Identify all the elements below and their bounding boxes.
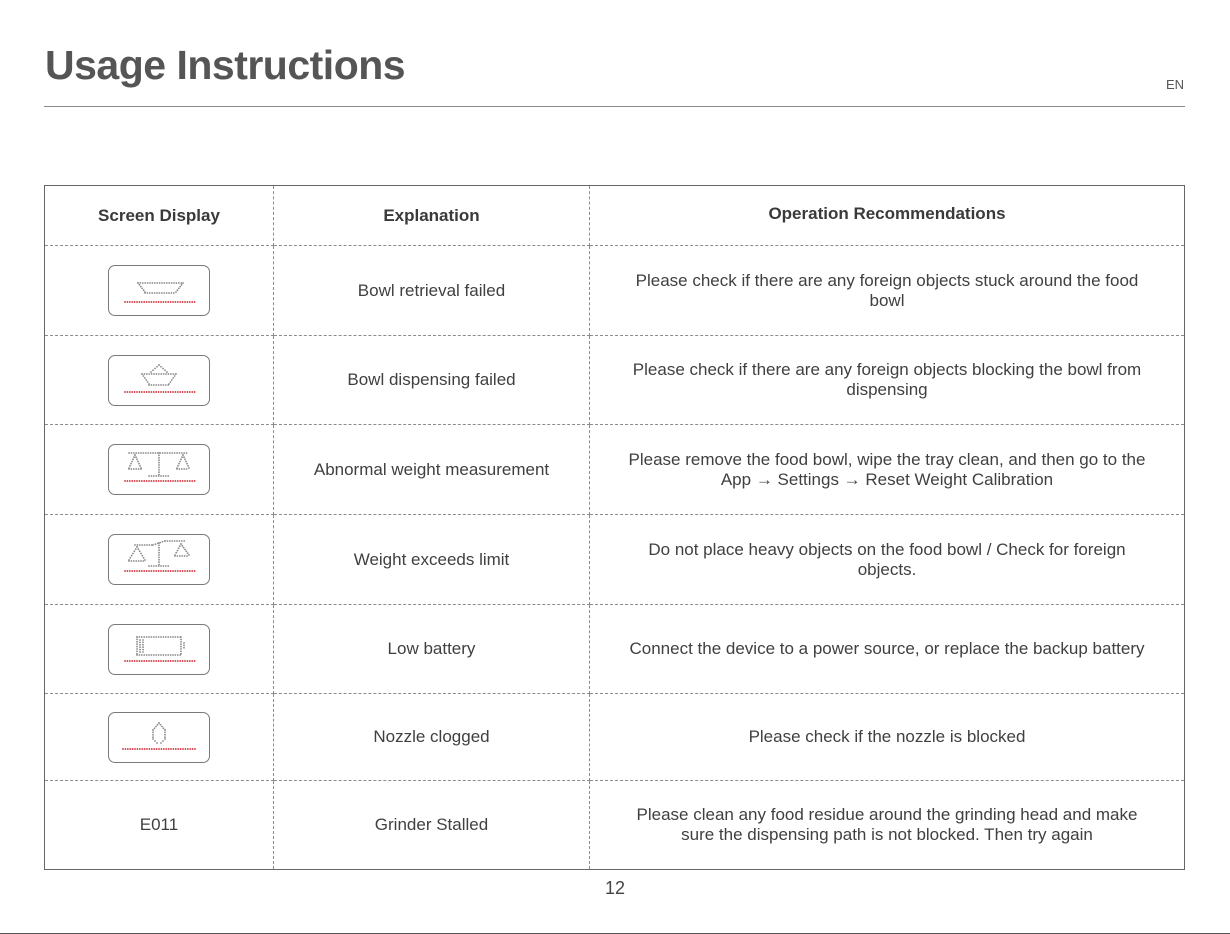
table-row — [45, 425, 1185, 515]
recommendation-cell: Do not place heavy objects on the food bowl / Check for foreign objects. — [590, 515, 1185, 605]
recommendation-cell: Please clean any food residue around the grinding head and make sure the dispensing path is not blocked. Then try again — [636, 805, 1138, 844]
table-row — [45, 781, 1185, 870]
recommendation-cell: Please check if there are any foreign objects stuck around the food bowl — [590, 246, 1185, 336]
explanation-cell: Low battery — [274, 605, 590, 694]
table-row — [45, 246, 1185, 336]
explanation-cell: Weight exceeds limit — [274, 515, 590, 605]
error-code: E011 — [45, 781, 274, 870]
table-header-row — [45, 186, 1185, 246]
explanation-cell: Grinder Stalled — [274, 781, 590, 870]
explanation-cell: Abnormal weight measurement — [274, 425, 590, 515]
header-explanation: Explanation — [274, 186, 590, 246]
scale-lcd-icon — [108, 444, 210, 495]
nozzle-lcd-icon — [108, 712, 210, 763]
language-label: EN — [1165, 77, 1184, 92]
table-row — [45, 605, 1185, 694]
recommendation-cell: Please check if the nozzle is blocked — [590, 694, 1185, 781]
header-divider — [44, 106, 1185, 107]
page-number: 12 — [604, 878, 626, 898]
table-row — [45, 336, 1185, 425]
bowl-retrieval-failed-lcd-icon — [108, 265, 210, 316]
header-screen-display: Screen Display — [45, 186, 274, 246]
recommendation-cell: Please remove the food bowl, wipe the tray clean, and then go to the App → Settings → Reset Weight Calibration — [590, 425, 1185, 515]
explanation-cell: Bowl retrieval failed — [274, 246, 590, 336]
explanation-cell: Bowl dispensing failed — [274, 336, 590, 425]
recommendation-cell: Connect the device to a power source, or replace the backup battery — [590, 605, 1185, 694]
low-battery-lcd-icon — [108, 624, 210, 675]
table-row — [45, 515, 1185, 605]
page-title: Usage Instructions — [45, 42, 406, 88]
usage-table — [44, 185, 1185, 870]
bowl-dispensing-failed-lcd-icon — [108, 355, 210, 406]
recommendation-cell: Please check if there are any foreign objects blocking the bowl from dispensing — [590, 336, 1185, 425]
explanation-cell: Nozzle clogged — [274, 694, 590, 781]
header-operation-recommendations: Operation Recommendations — [590, 186, 1185, 246]
scale-overload-lcd-icon — [108, 534, 210, 585]
table-row — [45, 694, 1185, 781]
